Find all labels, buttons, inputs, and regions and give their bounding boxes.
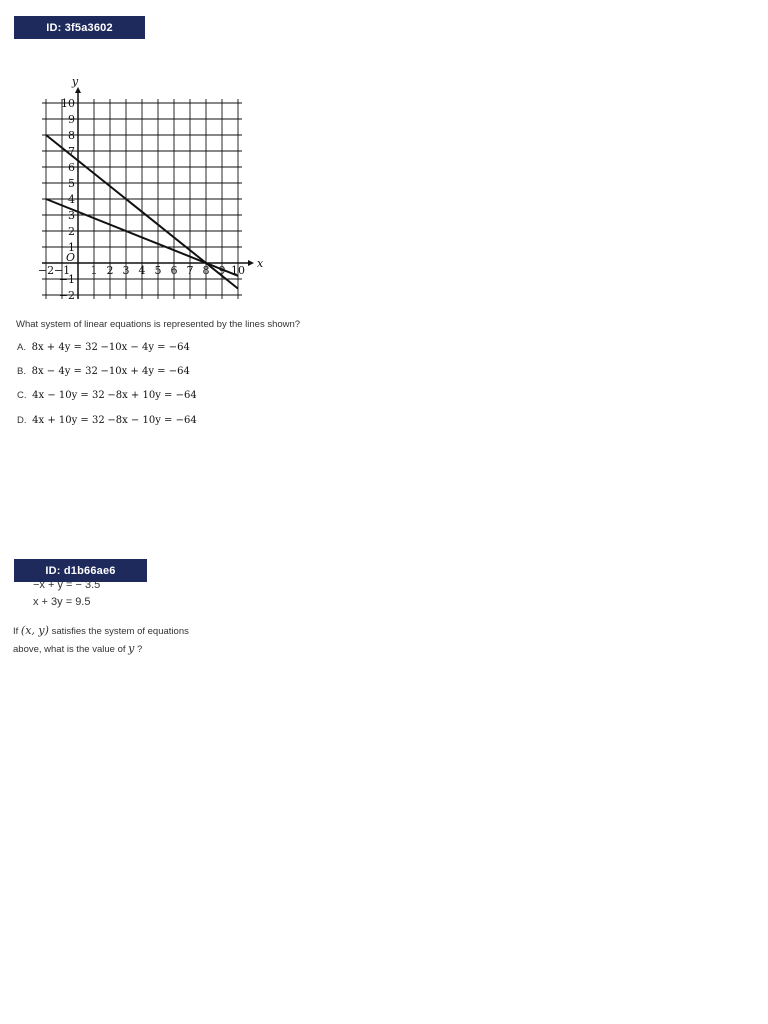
y-tick-label: 8 <box>68 129 75 142</box>
ordered-pair: (x, y) <box>20 624 49 637</box>
choice-equation-1: 8x − 4y = 32 <box>31 366 98 377</box>
choice-equation-2: −10x − 4y = −64 <box>100 342 190 353</box>
question-text-part: ? <box>137 644 143 655</box>
y-tick-label: −2 <box>58 289 75 302</box>
question-text-line-1 <box>13 624 189 637</box>
choice-equation-1: 4x + 10y = 32 <box>32 415 105 426</box>
question-text-part: If <box>13 626 19 637</box>
y-tick-label: 6 <box>68 161 75 174</box>
y-tick-label: 7 <box>68 145 75 158</box>
y-axis-label: y <box>71 75 79 88</box>
choice-letter: D. <box>17 415 27 426</box>
y-tick-label: 5 <box>68 177 75 190</box>
y-tick-label: −1 <box>58 273 75 286</box>
choice-equation-2: −8x − 10y = −64 <box>107 415 197 426</box>
x-tick-label: 1 <box>90 264 98 277</box>
x-tick-label: 10 <box>231 264 245 277</box>
coordinate-graph <box>36 75 264 304</box>
y-tick-label: 4 <box>68 193 75 206</box>
question-text: What system of linear equations is represented by the lines shown? <box>16 319 301 330</box>
x-tick-label: 8 <box>202 264 210 277</box>
x-axis-arrow <box>248 260 254 266</box>
choice-equation-2: −10x + 4y = −64 <box>100 366 190 377</box>
origin-label: O <box>65 251 75 264</box>
x-tick-label: −2 <box>37 264 55 277</box>
choice-letter: C. <box>17 390 27 401</box>
y-tick-label: 9 <box>68 113 75 126</box>
choice-equation-2: −8x + 10y = −64 <box>107 390 197 401</box>
y-tick-label: 2 <box>68 225 75 238</box>
choice-c[interactable] <box>17 390 197 401</box>
x-tick-label: 5 <box>154 264 162 277</box>
x-tick-label: 4 <box>138 264 146 277</box>
x-tick-label: 9 <box>218 264 226 277</box>
question-id-badge: ID: 3f5a3602 <box>14 16 145 39</box>
choice-letter: A. <box>17 342 26 353</box>
x-axis-label: x <box>257 257 264 270</box>
system-equation-1: −x + y = − 3.5 <box>33 579 101 591</box>
graph-labels <box>38 75 264 302</box>
system-equation-2: x + 3y = 9.5 <box>33 596 91 608</box>
y-tick-label: 3 <box>68 209 75 222</box>
question-text-part: above, what is the value of <box>13 644 126 655</box>
choice-equation-1: 8x + 4y = 32 <box>31 342 98 353</box>
question-id-badge: ID: d1b66ae6 <box>14 559 147 582</box>
choice-equation-1: 4x − 10y = 32 <box>32 390 105 401</box>
variable-y: y <box>128 642 135 655</box>
choice-letter: B. <box>17 366 26 377</box>
y-tick-label: 1 <box>68 241 75 254</box>
question-text-part: satisfies the system of equations <box>51 626 189 637</box>
x-tick-label: −1 <box>53 264 71 277</box>
question-text-line-2 <box>13 642 142 655</box>
x-tick-label: 3 <box>122 264 130 277</box>
choice-b[interactable] <box>17 366 190 377</box>
x-tick-label: 6 <box>170 264 178 277</box>
choice-d[interactable] <box>17 415 197 426</box>
choice-a[interactable] <box>17 342 190 353</box>
x-tick-label: 7 <box>186 264 194 277</box>
y-tick-label: 10 <box>61 97 75 110</box>
x-tick-label: 2 <box>106 264 114 277</box>
